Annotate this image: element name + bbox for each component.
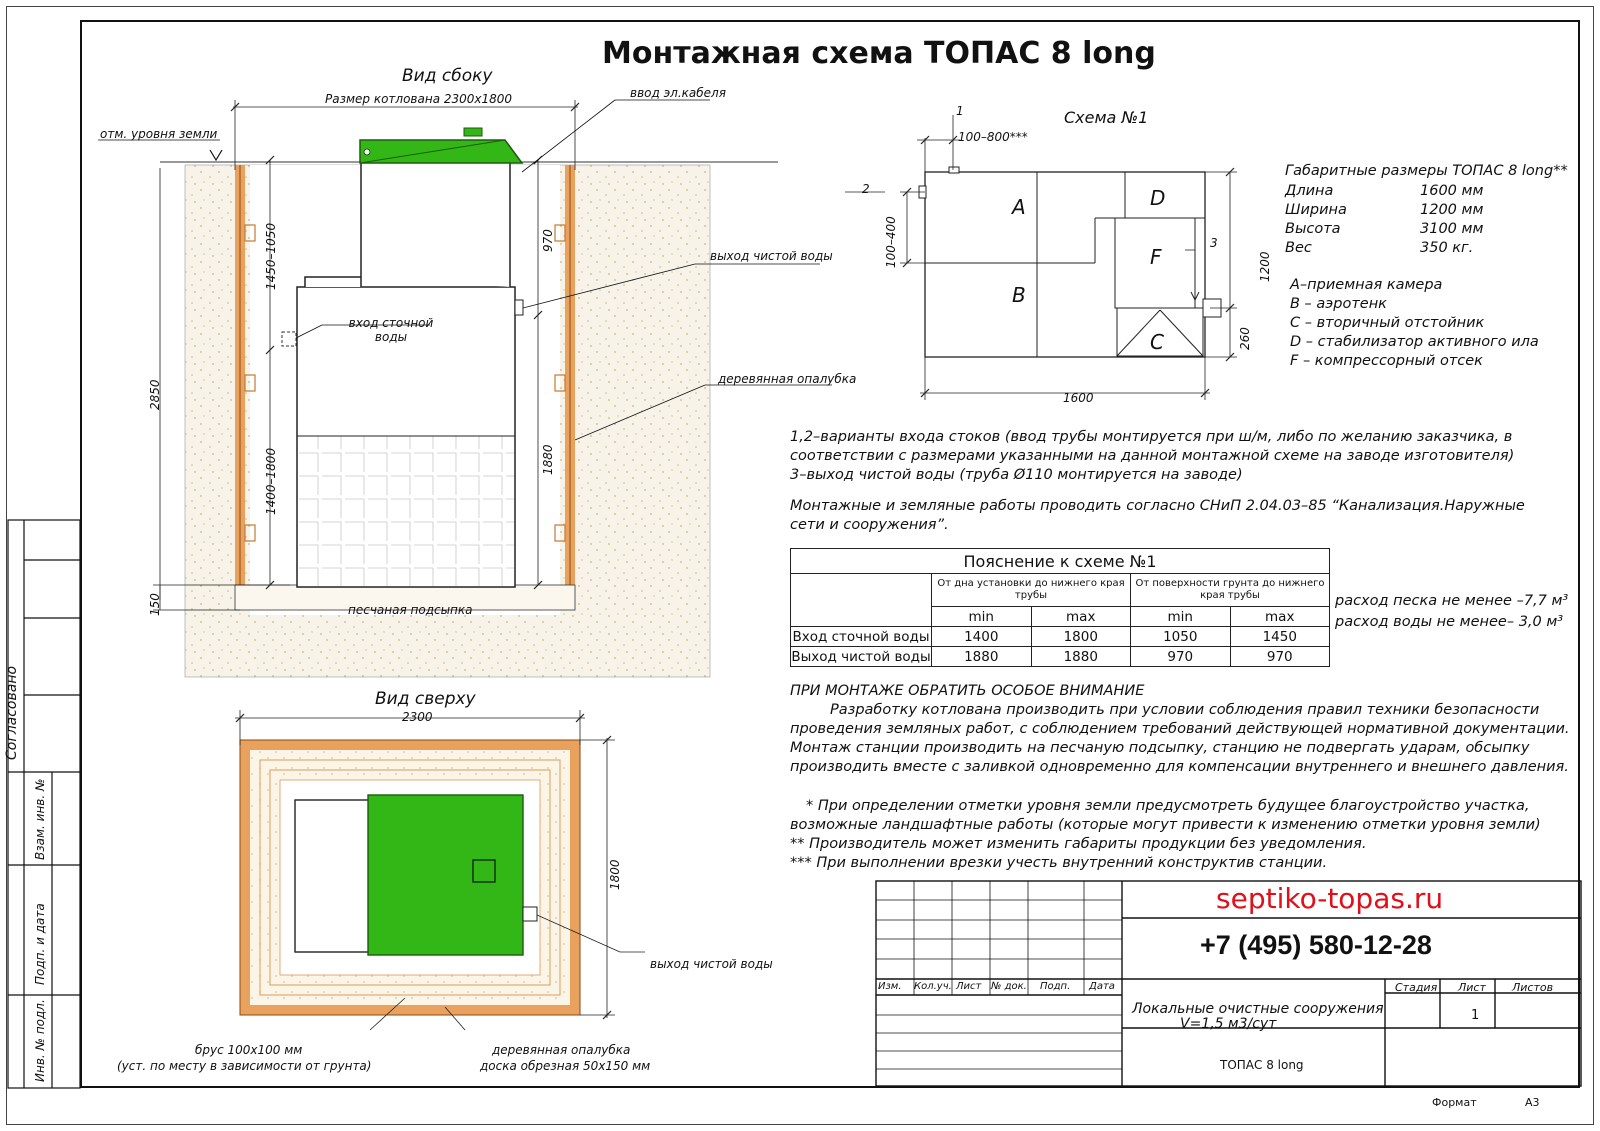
table-head-max-1: max: [1031, 607, 1131, 627]
top-view-drawing: [225, 700, 645, 1040]
sign-date-label: Подп. и дата: [33, 903, 47, 985]
cable-entry-label: ввод эл.кабеля: [630, 86, 726, 100]
zone-c: C: [1150, 330, 1164, 354]
scheme-dim-100-400: 100–400: [884, 216, 898, 268]
table-cell: 1400: [932, 627, 1032, 647]
scheme-dim-100-800: 100–800***: [958, 130, 1028, 144]
table-cell: 970: [1131, 647, 1231, 667]
dimensions-heading: Габаритные размеры ТОПАС 8 long**: [1285, 163, 1568, 179]
side-view-caption: Вид сбоку: [402, 66, 493, 86]
sand-bed-label: песчаная подсыпка: [348, 603, 473, 617]
note-5: сети и сооружения”.: [790, 517, 949, 533]
stamp-product: ТОПАС 8 long: [1220, 1058, 1304, 1072]
waste-in-label: вход сточной воды: [348, 316, 434, 344]
stamp-col-sign: Подп.: [1040, 981, 1071, 992]
dim-2850: 2850: [148, 379, 162, 410]
table-head-max-2: max: [1230, 607, 1330, 627]
dim-970: 970: [541, 229, 555, 252]
table-cell: 1800: [1031, 627, 1131, 647]
dim-1450-1050: 1450–1050: [264, 222, 278, 290]
scheme-marker-2: 2: [862, 182, 870, 196]
dim-1800: 1800: [608, 859, 622, 890]
table-row-label: Вход сточной воды: [792, 628, 930, 645]
dim-value-height: 3100 мм: [1420, 221, 1484, 237]
dim-1400-1800: 1400–1800: [264, 447, 278, 515]
phone-number[interactable]: +7 (495) 580-12-28: [1200, 930, 1432, 960]
table-cell: 1880: [1031, 647, 1131, 667]
zone-f: F: [1150, 245, 1162, 269]
warning-line-2: проведения земляных работ, с соблюдением требований действующей нормативной документации.: [790, 721, 1570, 737]
formwork-label: деревянная опалубка: [718, 372, 857, 386]
top-formwork-label-1: деревянная опалубка: [492, 1043, 631, 1057]
dim-name-length: Длина: [1285, 183, 1334, 199]
stamp-col-date: Дата: [1089, 981, 1115, 992]
legend-f: F – компрессорный отсек: [1290, 353, 1483, 369]
site-url[interactable]: septiko-topas.ru: [1216, 882, 1444, 915]
scheme-caption: Схема №1: [1064, 108, 1149, 127]
page-title: Монтажная схема ТОПАС 8 long: [602, 36, 1156, 71]
inv-repl-label: Взам. инв. №: [33, 778, 47, 860]
scheme-dim-1200: 1200: [1258, 251, 1272, 282]
dim-1880: 1880: [541, 444, 555, 475]
warning-heading: ПРИ МОНТАЖЕ ОБРАТИТЬ ОСОБОЕ ВНИМАНИЕ: [790, 683, 1145, 699]
clean-water-out-label: выход чистой воды: [710, 249, 833, 263]
table-caption: Пояснение к схеме №1: [791, 549, 1330, 574]
stamp-desc-1: Локальные очистные сооружения: [1132, 1001, 1384, 1017]
scheme-drawing: [845, 100, 1265, 410]
dim-value-length: 1600 мм: [1420, 183, 1484, 199]
water-consumption: расход воды не менее– 3,0 м³: [1335, 614, 1564, 630]
top-formwork-label-2: доска обрезная 50х150 мм: [480, 1059, 651, 1073]
table-cell: 970: [1230, 647, 1330, 667]
stamp-col-rev: Изм.: [878, 981, 902, 992]
inv-orig-label: Инв. № подл.: [33, 999, 47, 1082]
explanation-table: [790, 548, 1330, 667]
beam-label-1: брус 100х100 мм: [195, 1043, 303, 1057]
legend-d: D – стабилизатор активного ила: [1290, 334, 1539, 350]
table-cell: 1050: [1131, 627, 1231, 647]
stamp-sheets-label: Листов: [1512, 981, 1554, 994]
table-group-2: От поверхности грунта до нижнего края трубы: [1131, 574, 1330, 607]
footnote-3: ** Производитель может изменить габариты продукции без уведомления.: [790, 836, 1367, 852]
stamp-col-doc: № док.: [991, 981, 1027, 992]
stamp-col-qty: Кол.уч.: [914, 981, 952, 992]
top-clean-water-out-label: выход чистой воды: [650, 957, 773, 971]
table-cell: 1450: [1230, 627, 1330, 647]
scheme-dim-1600: 1600: [1063, 391, 1094, 405]
legend-c: C – вторичный отстойник: [1290, 315, 1485, 331]
sand-consumption: расход песка не менее –7,7 м³: [1335, 593, 1569, 609]
legend-b: B – аэротенк: [1290, 296, 1387, 312]
scheme-dim-260: 260: [1238, 327, 1252, 350]
note-3: 3–выход чистой воды (труба Ø110 монтируется на заводе): [790, 467, 1243, 483]
top-view-caption: Вид сверху: [375, 689, 476, 709]
stamp-desc-2: V=1,5 м3/сут: [1180, 1016, 1277, 1032]
stamp-col-sheet: Лист: [956, 981, 982, 992]
agreed-label: Согласовано: [4, 665, 20, 760]
zone-a: A: [1012, 195, 1026, 219]
stamp-stage-label: Стадия: [1395, 981, 1438, 994]
dim-name-weight: Вес: [1285, 240, 1312, 256]
note-1: 1,2–варианты входа стоков (ввод трубы монтируется при ш/м, либо по желанию заказчика, в: [790, 429, 1513, 445]
format-label: Формат: [1432, 1096, 1477, 1109]
stamp-sheet-number: 1: [1471, 1008, 1480, 1023]
beam-label-2: (уст. по месту в зависимости от грунта): [117, 1059, 372, 1073]
footnote-1: * При определении отметки уровня земли предусмотреть будущее благоустройство участка,: [806, 798, 1530, 814]
scheme-marker-3: 3: [1210, 236, 1218, 250]
table-head-min-2: min: [1131, 607, 1231, 627]
footnote-4: *** При выполнении врезки учесть внутренний конструктив станции.: [790, 855, 1328, 871]
format-value: А3: [1525, 1096, 1540, 1109]
warning-line-4: производить вместе с заливкой одновременно для компенсации внутреннего и внешнего давления.: [790, 759, 1569, 775]
table-group-1: От дна установки до нижнего края трубы: [932, 574, 1131, 607]
dim-value-weight: 350 кг.: [1420, 240, 1474, 256]
dim-2300: 2300: [402, 710, 433, 724]
dim-name-height: Высота: [1285, 221, 1341, 237]
dim-value-width: 1200 мм: [1420, 202, 1484, 218]
pit-size-label: Размер котлована 2300х1800: [325, 92, 513, 106]
dim-150: 150: [148, 593, 162, 616]
table-row-label: Выход чистой воды: [791, 648, 931, 665]
table-cell: 1880: [932, 647, 1032, 667]
dim-name-width: Ширина: [1285, 202, 1347, 218]
legend-a: A–приемная камера: [1290, 277, 1443, 293]
warning-line-3: Монтаж станции производить на песчаную подсыпку, станцию не подвергать ударам, обсыпку: [790, 740, 1530, 756]
warning-line-1: Разработку котлована производить при условии соблюдения правил техники безопасности: [830, 702, 1540, 718]
table-head-min-1: min: [932, 607, 1032, 627]
scheme-marker-1: 1: [956, 104, 964, 118]
note-2: соответствии с размерами указанными на данной монтажной схеме на заводе изготовителя): [790, 448, 1515, 464]
stamp-sheet-label: Лист: [1458, 981, 1486, 994]
note-4: Монтажные и земляные работы проводить согласно СНиП 2.04.03–85 “Канализация.Наружные: [790, 498, 1525, 514]
zone-b: B: [1012, 283, 1026, 307]
footnote-2: возможные ландшафтные работы (которые могут привести к изменению отметки уровня земли): [790, 817, 1541, 833]
ground-level-label: отм. уровня земли: [100, 127, 218, 141]
zone-d: D: [1150, 186, 1166, 210]
